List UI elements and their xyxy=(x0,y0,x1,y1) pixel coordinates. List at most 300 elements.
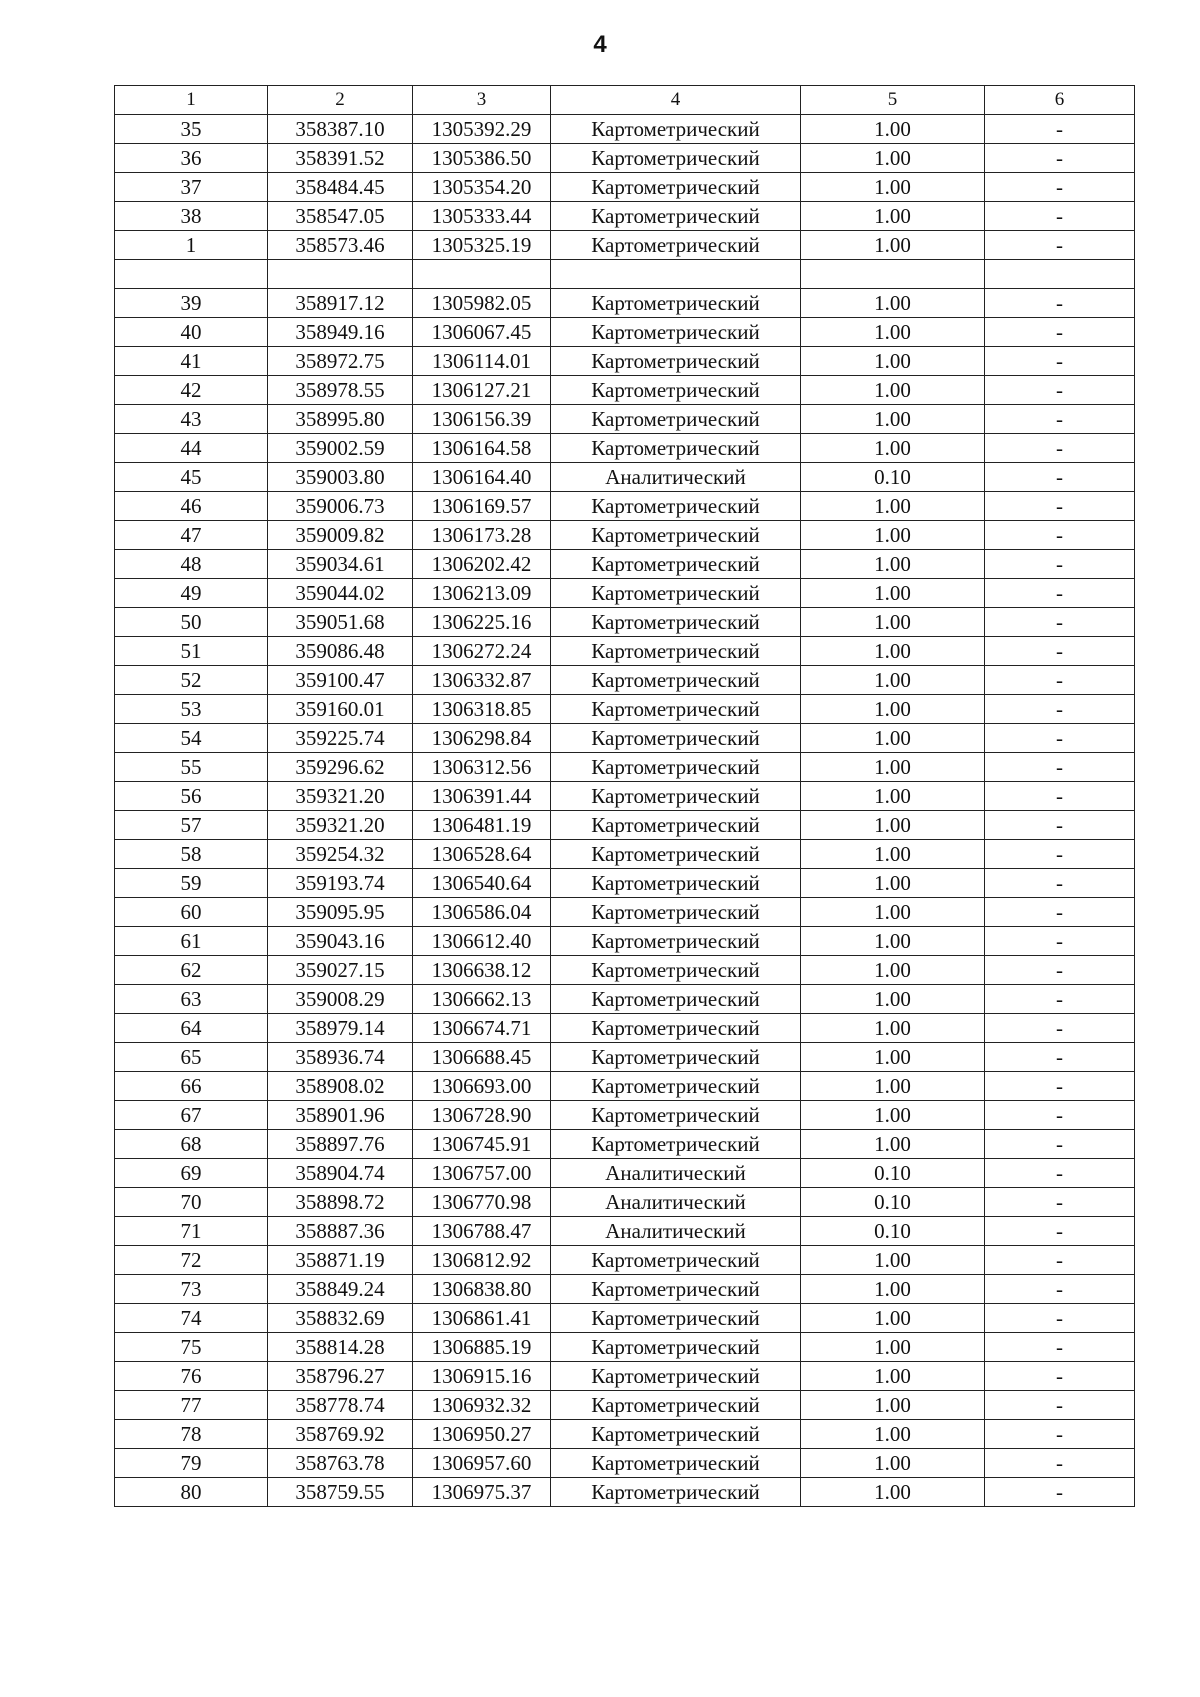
point-number-cell: 52 xyxy=(115,666,268,695)
method-cell: Картометрический xyxy=(551,695,801,724)
point-number-cell: 80 xyxy=(115,1478,268,1507)
x-coordinate-cell: 358871.19 xyxy=(268,1246,413,1275)
table-row xyxy=(115,869,1135,898)
method-cell: Картометрический xyxy=(551,956,801,985)
accuracy-cell: 0.10 xyxy=(801,1217,985,1246)
method-cell: Картометрический xyxy=(551,898,801,927)
y-coordinate-cell: 1306688.45 xyxy=(413,1043,551,1072)
table-row xyxy=(115,1333,1135,1362)
point-number-cell: 45 xyxy=(115,463,268,492)
description-cell: - xyxy=(985,666,1135,695)
method-cell: Картометрический xyxy=(551,405,801,434)
coordinates-table xyxy=(114,85,1135,1507)
accuracy-cell: 1.00 xyxy=(801,1362,985,1391)
point-number-cell: 46 xyxy=(115,492,268,521)
description-cell: - xyxy=(985,898,1135,927)
method-cell: Картометрический xyxy=(551,115,801,144)
accuracy-cell: 1.00 xyxy=(801,318,985,347)
y-coordinate-cell: 1306156.39 xyxy=(413,405,551,434)
column-header-5: 5 xyxy=(801,86,985,115)
description-cell: - xyxy=(985,231,1135,260)
description-cell: - xyxy=(985,1362,1135,1391)
method-cell: Аналитический xyxy=(551,1159,801,1188)
accuracy-cell xyxy=(801,260,985,289)
x-coordinate-cell: 359296.62 xyxy=(268,753,413,782)
method-cell: Картометрический xyxy=(551,1362,801,1391)
method-cell: Картометрический xyxy=(551,1246,801,1275)
description-cell: - xyxy=(985,782,1135,811)
table-row xyxy=(115,1304,1135,1333)
description-cell: - xyxy=(985,608,1135,637)
method-cell: Картометрический xyxy=(551,608,801,637)
table-row xyxy=(115,521,1135,550)
description-cell: - xyxy=(985,463,1135,492)
y-coordinate-cell: 1305333.44 xyxy=(413,202,551,231)
point-number-cell: 41 xyxy=(115,347,268,376)
accuracy-cell: 1.00 xyxy=(801,115,985,144)
table-row xyxy=(115,782,1135,811)
description-cell xyxy=(985,260,1135,289)
point-number-cell: 36 xyxy=(115,144,268,173)
y-coordinate-cell: 1306885.19 xyxy=(413,1333,551,1362)
y-coordinate-cell: 1305982.05 xyxy=(413,289,551,318)
description-cell: - xyxy=(985,869,1135,898)
method-cell: Картометрический xyxy=(551,1275,801,1304)
x-coordinate-cell: 358778.74 xyxy=(268,1391,413,1420)
table-row xyxy=(115,1130,1135,1159)
table-row xyxy=(115,724,1135,753)
accuracy-cell: 1.00 xyxy=(801,1391,985,1420)
point-number-cell: 48 xyxy=(115,550,268,579)
table-row xyxy=(115,1275,1135,1304)
point-number-cell: 53 xyxy=(115,695,268,724)
point-number-cell: 43 xyxy=(115,405,268,434)
accuracy-cell: 1.00 xyxy=(801,1072,985,1101)
accuracy-cell: 1.00 xyxy=(801,724,985,753)
description-cell: - xyxy=(985,695,1135,724)
point-number-cell: 60 xyxy=(115,898,268,927)
x-coordinate-cell: 359003.80 xyxy=(268,463,413,492)
point-number-cell: 57 xyxy=(115,811,268,840)
accuracy-cell: 1.00 xyxy=(801,492,985,521)
point-number-cell: 35 xyxy=(115,115,268,144)
y-coordinate-cell: 1306318.85 xyxy=(413,695,551,724)
description-cell: - xyxy=(985,637,1135,666)
point-number-cell: 75 xyxy=(115,1333,268,1362)
y-coordinate-cell: 1306975.37 xyxy=(413,1478,551,1507)
method-cell: Картометрический xyxy=(551,1130,801,1159)
point-number-cell: 54 xyxy=(115,724,268,753)
description-cell: - xyxy=(985,144,1135,173)
point-number-cell: 1 xyxy=(115,231,268,260)
method-cell: Картометрический xyxy=(551,869,801,898)
point-number-cell: 64 xyxy=(115,1014,268,1043)
table-row xyxy=(115,608,1135,637)
description-cell: - xyxy=(985,1043,1135,1072)
table-row xyxy=(115,463,1135,492)
accuracy-cell: 1.00 xyxy=(801,637,985,666)
description-cell: - xyxy=(985,376,1135,405)
x-coordinate-cell: 358814.28 xyxy=(268,1333,413,1362)
method-cell: Картометрический xyxy=(551,1391,801,1420)
description-cell: - xyxy=(985,115,1135,144)
x-coordinate-cell: 359034.61 xyxy=(268,550,413,579)
y-coordinate-cell: 1306225.16 xyxy=(413,608,551,637)
method-cell: Картометрический xyxy=(551,231,801,260)
description-cell: - xyxy=(985,1391,1135,1420)
description-cell: - xyxy=(985,985,1135,1014)
y-coordinate-cell: 1305354.20 xyxy=(413,173,551,202)
method-cell: Картометрический xyxy=(551,782,801,811)
header-row xyxy=(115,86,1135,115)
x-coordinate-cell: 358547.05 xyxy=(268,202,413,231)
method-cell: Картометрический xyxy=(551,985,801,1014)
x-coordinate-cell: 359051.68 xyxy=(268,608,413,637)
accuracy-cell: 1.00 xyxy=(801,695,985,724)
description-cell: - xyxy=(985,1159,1135,1188)
method-cell: Картометрический xyxy=(551,173,801,202)
table-row xyxy=(115,115,1135,144)
method-cell: Картометрический xyxy=(551,144,801,173)
method-cell: Картометрический xyxy=(551,1043,801,1072)
method-cell: Картометрический xyxy=(551,1101,801,1130)
x-coordinate-cell: 359095.95 xyxy=(268,898,413,927)
description-cell: - xyxy=(985,1333,1135,1362)
point-number-cell: 65 xyxy=(115,1043,268,1072)
method-cell: Картометрический xyxy=(551,840,801,869)
point-number-cell: 66 xyxy=(115,1072,268,1101)
table-row xyxy=(115,1246,1135,1275)
y-coordinate-cell: 1306312.56 xyxy=(413,753,551,782)
x-coordinate-cell: 359193.74 xyxy=(268,869,413,898)
description-cell: - xyxy=(985,1304,1135,1333)
table-row xyxy=(115,434,1135,463)
x-coordinate-cell xyxy=(268,260,413,289)
description-cell: - xyxy=(985,405,1135,434)
y-coordinate-cell: 1306861.41 xyxy=(413,1304,551,1333)
method-cell: Аналитический xyxy=(551,1217,801,1246)
point-number-cell: 51 xyxy=(115,637,268,666)
method-cell: Картометрический xyxy=(551,811,801,840)
description-cell: - xyxy=(985,579,1135,608)
accuracy-cell: 1.00 xyxy=(801,1420,985,1449)
point-number-cell: 58 xyxy=(115,840,268,869)
accuracy-cell: 1.00 xyxy=(801,1246,985,1275)
method-cell: Картометрический xyxy=(551,289,801,318)
table-row xyxy=(115,492,1135,521)
y-coordinate-cell: 1306674.71 xyxy=(413,1014,551,1043)
point-number-cell: 72 xyxy=(115,1246,268,1275)
method-cell: Картометрический xyxy=(551,434,801,463)
table-row xyxy=(115,1072,1135,1101)
x-coordinate-cell: 358901.96 xyxy=(268,1101,413,1130)
y-coordinate-cell: 1306957.60 xyxy=(413,1449,551,1478)
accuracy-cell: 1.00 xyxy=(801,1014,985,1043)
point-number-cell: 67 xyxy=(115,1101,268,1130)
table-row xyxy=(115,1449,1135,1478)
y-coordinate-cell: 1305386.50 xyxy=(413,144,551,173)
accuracy-cell: 1.00 xyxy=(801,231,985,260)
x-coordinate-cell: 359008.29 xyxy=(268,985,413,1014)
x-coordinate-cell: 358832.69 xyxy=(268,1304,413,1333)
description-cell: - xyxy=(985,1275,1135,1304)
description-cell: - xyxy=(985,434,1135,463)
x-coordinate-cell: 358898.72 xyxy=(268,1188,413,1217)
description-cell: - xyxy=(985,724,1135,753)
accuracy-cell: 1.00 xyxy=(801,144,985,173)
accuracy-cell: 1.00 xyxy=(801,550,985,579)
accuracy-cell: 0.10 xyxy=(801,463,985,492)
x-coordinate-cell: 358769.92 xyxy=(268,1420,413,1449)
x-coordinate-cell: 358387.10 xyxy=(268,115,413,144)
method-cell: Картометрический xyxy=(551,347,801,376)
accuracy-cell: 1.00 xyxy=(801,1478,985,1507)
accuracy-cell: 1.00 xyxy=(801,434,985,463)
point-number-cell: 77 xyxy=(115,1391,268,1420)
y-coordinate-cell: 1306202.42 xyxy=(413,550,551,579)
x-coordinate-cell: 358887.36 xyxy=(268,1217,413,1246)
x-coordinate-cell: 359009.82 xyxy=(268,521,413,550)
method-cell: Аналитический xyxy=(551,463,801,492)
description-cell: - xyxy=(985,811,1135,840)
x-coordinate-cell: 359225.74 xyxy=(268,724,413,753)
method-cell: Картометрический xyxy=(551,492,801,521)
accuracy-cell: 1.00 xyxy=(801,782,985,811)
accuracy-cell: 1.00 xyxy=(801,173,985,202)
accuracy-cell: 1.00 xyxy=(801,608,985,637)
point-number-cell: 50 xyxy=(115,608,268,637)
point-number-cell: 56 xyxy=(115,782,268,811)
description-cell: - xyxy=(985,1420,1135,1449)
y-coordinate-cell: 1306950.27 xyxy=(413,1420,551,1449)
x-coordinate-cell: 358796.27 xyxy=(268,1362,413,1391)
accuracy-cell: 1.00 xyxy=(801,666,985,695)
x-coordinate-cell: 358917.12 xyxy=(268,289,413,318)
x-coordinate-cell: 358979.14 xyxy=(268,1014,413,1043)
table-row xyxy=(115,1043,1135,1072)
column-header-6: 6 xyxy=(985,86,1135,115)
point-number-cell: 38 xyxy=(115,202,268,231)
point-number-cell: 40 xyxy=(115,318,268,347)
column-header-4: 4 xyxy=(551,86,801,115)
description-cell: - xyxy=(985,492,1135,521)
method-cell: Картометрический xyxy=(551,1449,801,1478)
point-number-cell: 62 xyxy=(115,956,268,985)
description-cell: - xyxy=(985,1217,1135,1246)
table-row xyxy=(115,289,1135,318)
point-number-cell: 73 xyxy=(115,1275,268,1304)
y-coordinate-cell: 1306528.64 xyxy=(413,840,551,869)
accuracy-cell: 1.00 xyxy=(801,405,985,434)
table-row xyxy=(115,144,1135,173)
description-cell: - xyxy=(985,289,1135,318)
y-coordinate-cell: 1306272.24 xyxy=(413,637,551,666)
table-row xyxy=(115,840,1135,869)
description-cell: - xyxy=(985,1101,1135,1130)
point-number-cell: 68 xyxy=(115,1130,268,1159)
point-number-cell: 70 xyxy=(115,1188,268,1217)
x-coordinate-cell: 359086.48 xyxy=(268,637,413,666)
y-coordinate-cell: 1306915.16 xyxy=(413,1362,551,1391)
accuracy-cell: 1.00 xyxy=(801,202,985,231)
y-coordinate-cell: 1306662.13 xyxy=(413,985,551,1014)
description-cell: - xyxy=(985,753,1135,782)
x-coordinate-cell: 358763.78 xyxy=(268,1449,413,1478)
method-cell: Картометрический xyxy=(551,724,801,753)
method-cell: Картометрический xyxy=(551,1304,801,1333)
x-coordinate-cell: 359321.20 xyxy=(268,811,413,840)
point-number-cell: 44 xyxy=(115,434,268,463)
accuracy-cell: 0.10 xyxy=(801,1159,985,1188)
method-cell: Картометрический xyxy=(551,1072,801,1101)
point-number-cell: 55 xyxy=(115,753,268,782)
description-cell: - xyxy=(985,1449,1135,1478)
description-cell: - xyxy=(985,1188,1135,1217)
accuracy-cell: 1.00 xyxy=(801,898,985,927)
accuracy-cell: 1.00 xyxy=(801,376,985,405)
method-cell: Картометрический xyxy=(551,521,801,550)
description-cell: - xyxy=(985,956,1135,985)
accuracy-cell: 1.00 xyxy=(801,956,985,985)
method-cell: Картометрический xyxy=(551,927,801,956)
x-coordinate-cell: 359027.15 xyxy=(268,956,413,985)
x-coordinate-cell: 358949.16 xyxy=(268,318,413,347)
description-cell: - xyxy=(985,318,1135,347)
description-cell: - xyxy=(985,1072,1135,1101)
y-coordinate-cell: 1306213.09 xyxy=(413,579,551,608)
y-coordinate-cell: 1306932.32 xyxy=(413,1391,551,1420)
table-row xyxy=(115,1159,1135,1188)
table-row xyxy=(115,985,1135,1014)
table-body xyxy=(115,115,1135,1507)
description-cell: - xyxy=(985,521,1135,550)
y-coordinate-cell: 1306728.90 xyxy=(413,1101,551,1130)
accuracy-cell: 1.00 xyxy=(801,811,985,840)
y-coordinate-cell: 1306164.58 xyxy=(413,434,551,463)
accuracy-cell: 1.00 xyxy=(801,927,985,956)
y-coordinate-cell: 1306540.64 xyxy=(413,869,551,898)
accuracy-cell: 1.00 xyxy=(801,1275,985,1304)
method-cell: Картометрический xyxy=(551,1478,801,1507)
accuracy-cell: 1.00 xyxy=(801,347,985,376)
accuracy-cell: 1.00 xyxy=(801,985,985,1014)
x-coordinate-cell: 359254.32 xyxy=(268,840,413,869)
table-row xyxy=(115,260,1135,289)
table-row xyxy=(115,1362,1135,1391)
accuracy-cell: 1.00 xyxy=(801,1333,985,1362)
y-coordinate-cell: 1306586.04 xyxy=(413,898,551,927)
point-number-cell: 76 xyxy=(115,1362,268,1391)
accuracy-cell: 1.00 xyxy=(801,289,985,318)
x-coordinate-cell: 359002.59 xyxy=(268,434,413,463)
description-cell: - xyxy=(985,840,1135,869)
y-coordinate-cell: 1305325.19 xyxy=(413,231,551,260)
accuracy-cell: 1.00 xyxy=(801,1304,985,1333)
point-number-cell: 79 xyxy=(115,1449,268,1478)
y-coordinate-cell: 1305392.29 xyxy=(413,115,551,144)
point-number-cell: 74 xyxy=(115,1304,268,1333)
y-coordinate-cell: 1306298.84 xyxy=(413,724,551,753)
table-row xyxy=(115,1478,1135,1507)
table-row xyxy=(115,231,1135,260)
point-number-cell: 37 xyxy=(115,173,268,202)
y-coordinate-cell: 1306745.91 xyxy=(413,1130,551,1159)
accuracy-cell: 1.00 xyxy=(801,1043,985,1072)
x-coordinate-cell: 359006.73 xyxy=(268,492,413,521)
method-cell: Аналитический xyxy=(551,1188,801,1217)
column-header-2: 2 xyxy=(268,86,413,115)
method-cell: Картометрический xyxy=(551,666,801,695)
method-cell: Картометрический xyxy=(551,579,801,608)
method-cell: Картометрический xyxy=(551,202,801,231)
method-cell: Картометрический xyxy=(551,1333,801,1362)
x-coordinate-cell: 358995.80 xyxy=(268,405,413,434)
description-cell: - xyxy=(985,927,1135,956)
table-row xyxy=(115,318,1135,347)
y-coordinate-cell: 1306693.00 xyxy=(413,1072,551,1101)
table-row xyxy=(115,347,1135,376)
table-row xyxy=(115,202,1135,231)
table-row xyxy=(115,753,1135,782)
table-row xyxy=(115,956,1135,985)
description-cell: - xyxy=(985,1246,1135,1275)
point-number-cell: 49 xyxy=(115,579,268,608)
method-cell: Картометрический xyxy=(551,637,801,666)
table-row xyxy=(115,1101,1135,1130)
point-number-cell: 63 xyxy=(115,985,268,1014)
x-coordinate-cell: 358908.02 xyxy=(268,1072,413,1101)
y-coordinate-cell: 1306788.47 xyxy=(413,1217,551,1246)
accuracy-cell: 1.00 xyxy=(801,579,985,608)
y-coordinate-cell: 1306612.40 xyxy=(413,927,551,956)
accuracy-cell: 1.00 xyxy=(801,1101,985,1130)
table-row xyxy=(115,550,1135,579)
accuracy-cell: 1.00 xyxy=(801,753,985,782)
point-number-cell: 39 xyxy=(115,289,268,318)
point-number-cell: 69 xyxy=(115,1159,268,1188)
y-coordinate-cell: 1306127.21 xyxy=(413,376,551,405)
description-cell: - xyxy=(985,1478,1135,1507)
method-cell: Картометрический xyxy=(551,550,801,579)
y-coordinate-cell: 1306114.01 xyxy=(413,347,551,376)
accuracy-cell: 1.00 xyxy=(801,1130,985,1159)
table-header xyxy=(115,86,1135,115)
page-number: 4 xyxy=(593,31,607,58)
y-coordinate-cell: 1306173.28 xyxy=(413,521,551,550)
x-coordinate-cell: 358978.55 xyxy=(268,376,413,405)
column-header-3: 3 xyxy=(413,86,551,115)
description-cell: - xyxy=(985,173,1135,202)
description-cell: - xyxy=(985,1130,1135,1159)
x-coordinate-cell: 358573.46 xyxy=(268,231,413,260)
y-coordinate-cell: 1306164.40 xyxy=(413,463,551,492)
table-row xyxy=(115,637,1135,666)
x-coordinate-cell: 358391.52 xyxy=(268,144,413,173)
x-coordinate-cell: 358484.45 xyxy=(268,173,413,202)
method-cell xyxy=(551,260,801,289)
y-coordinate-cell: 1306812.92 xyxy=(413,1246,551,1275)
x-coordinate-cell: 359100.47 xyxy=(268,666,413,695)
table-row xyxy=(115,898,1135,927)
method-cell: Картометрический xyxy=(551,1014,801,1043)
x-coordinate-cell: 359160.01 xyxy=(268,695,413,724)
column-header-1: 1 xyxy=(115,86,268,115)
point-number-cell: 59 xyxy=(115,869,268,898)
table-row xyxy=(115,666,1135,695)
accuracy-cell: 0.10 xyxy=(801,1188,985,1217)
y-coordinate-cell: 1306067.45 xyxy=(413,318,551,347)
table-row xyxy=(115,695,1135,724)
